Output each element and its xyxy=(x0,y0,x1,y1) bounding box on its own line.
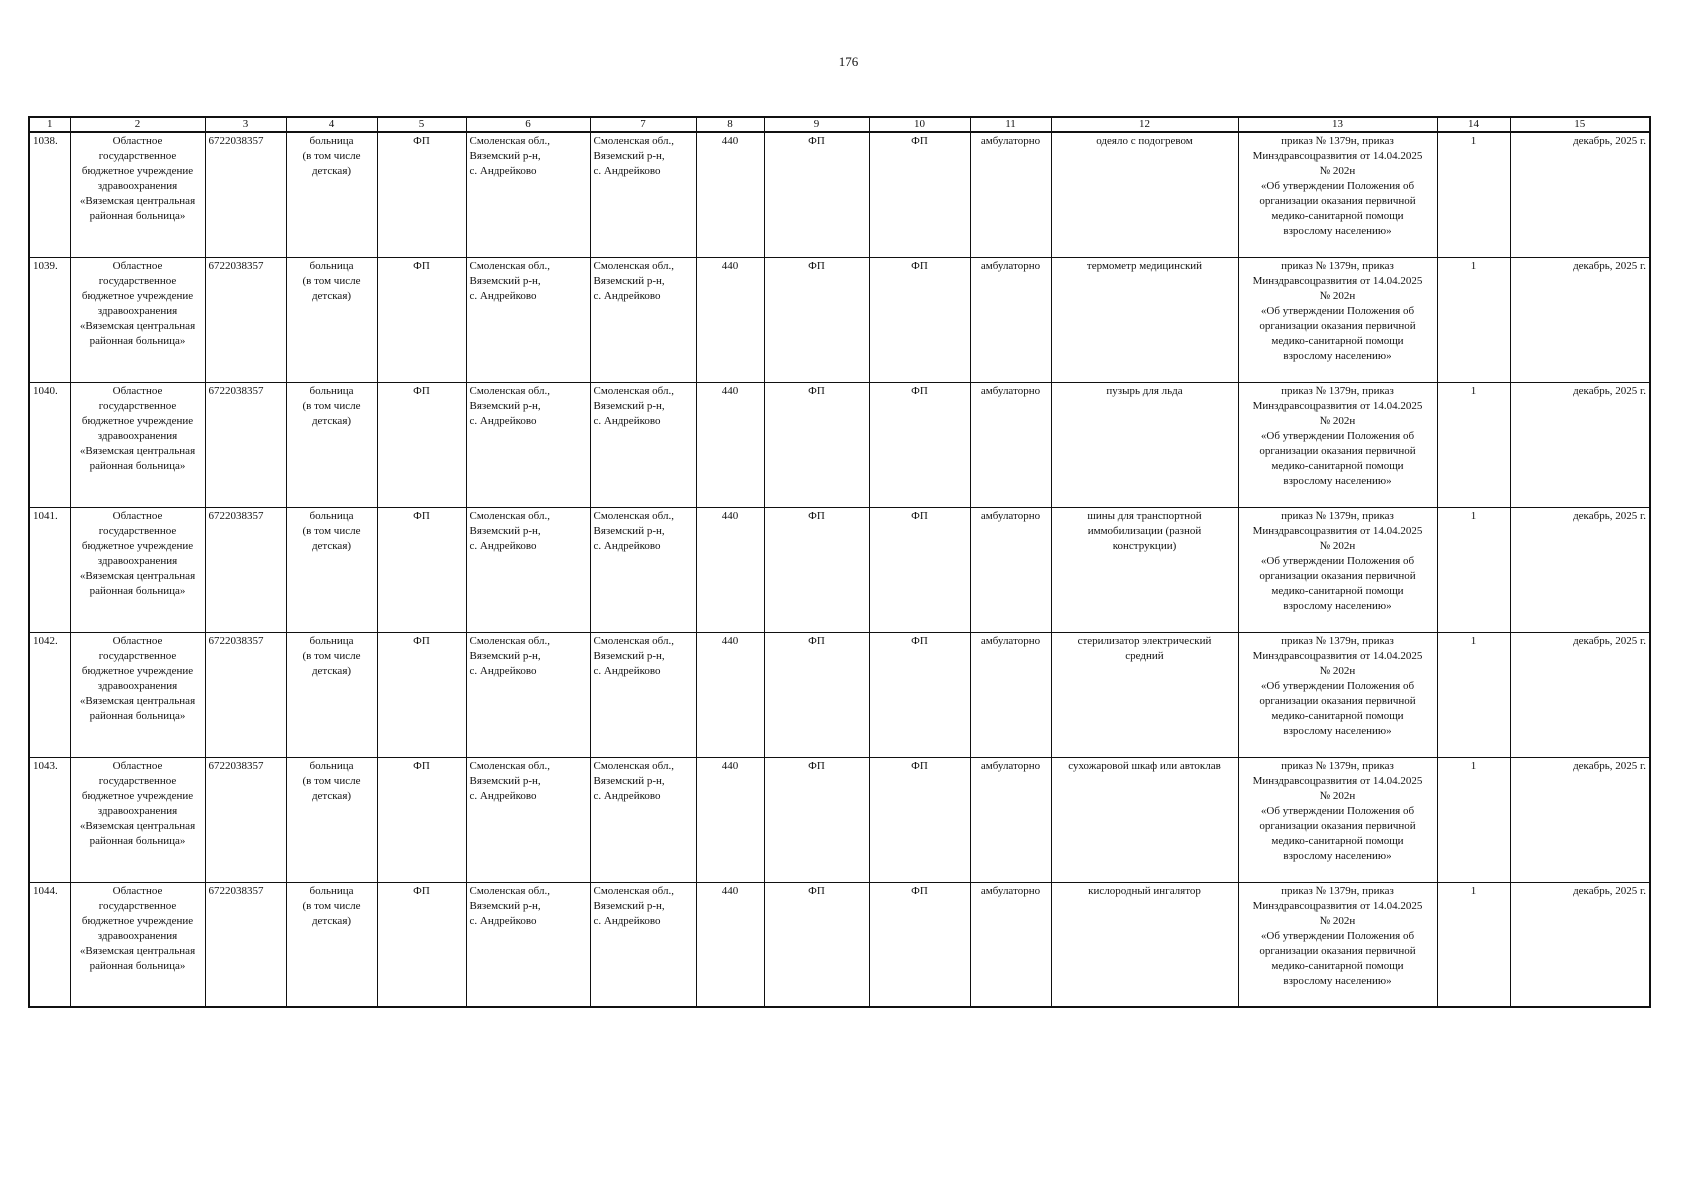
address-cell: Смоленская обл., Вяземский р-н, с. Андрейково xyxy=(466,757,590,882)
unit-cell-10: ФП xyxy=(869,257,970,382)
unit-cell-9: ФП xyxy=(764,882,869,1007)
table-row xyxy=(29,382,1650,507)
location-cell: Смоленская обл., Вяземский р-н, с. Андрейково xyxy=(590,382,696,507)
date-cell: декабрь, 2025 г. xyxy=(1510,132,1650,257)
care-mode-cell: амбулаторно xyxy=(970,757,1051,882)
equipment-cell: стерилизатор электрический средний xyxy=(1051,632,1238,757)
order-reference-cell: приказ № 1379н, приказ Минздравсоцразвития от 14.04.2025 № 202н «Об утверждении Положения об организации оказания первичной медико-санитарной помощи взрослому населению» xyxy=(1238,507,1437,632)
unit-type-cell: ФП xyxy=(377,757,466,882)
table-row xyxy=(29,757,1650,882)
facility-type-cell: больница (в том числе детская) xyxy=(286,132,377,257)
table-header xyxy=(29,117,1650,132)
facility-type-cell: больница (в том числе детская) xyxy=(286,507,377,632)
organization-cell: Областное государственное бюджетное учреждение здравоохранения «Вяземская центральная районная больница» xyxy=(70,382,205,507)
location-cell: Смоленская обл., Вяземский р-н, с. Андрейково xyxy=(590,507,696,632)
row-number-cell: 1038. xyxy=(29,132,70,257)
inn-cell: 6722038357 xyxy=(205,507,286,632)
unit-cell-9: ФП xyxy=(764,632,869,757)
organization-cell: Областное государственное бюджетное учреждение здравоохранения «Вяземская центральная районная больница» xyxy=(70,632,205,757)
unit-cell-9: ФП xyxy=(764,382,869,507)
header-cell-7: 7 xyxy=(590,117,696,132)
header-cell-10: 10 xyxy=(869,117,970,132)
population-cell: 440 xyxy=(696,132,764,257)
equipment-cell: шины для транспортной иммобилизации (разной конструкции) xyxy=(1051,507,1238,632)
equipment-cell: термометр медицинский xyxy=(1051,257,1238,382)
address-cell: Смоленская обл., Вяземский р-н, с. Андрейково xyxy=(466,882,590,1007)
quantity-cell: 1 xyxy=(1437,632,1510,757)
date-cell: декабрь, 2025 г. xyxy=(1510,507,1650,632)
facility-type-cell: больница (в том числе детская) xyxy=(286,257,377,382)
header-cell-1: 1 xyxy=(29,117,70,132)
inn-cell: 6722038357 xyxy=(205,132,286,257)
order-reference-cell: приказ № 1379н, приказ Минздравсоцразвития от 14.04.2025 № 202н «Об утверждении Положения об организации оказания первичной медико-санитарной помощи взрослому населению» xyxy=(1238,257,1437,382)
row-number-cell: 1042. xyxy=(29,632,70,757)
organization-cell: Областное государственное бюджетное учреждение здравоохранения «Вяземская центральная районная больница» xyxy=(70,132,205,257)
header-cell-11: 11 xyxy=(970,117,1051,132)
order-reference-cell: приказ № 1379н, приказ Минздравсоцразвития от 14.04.2025 № 202н «Об утверждении Положения об организации оказания первичной медико-санитарной помощи взрослому населению» xyxy=(1238,132,1437,257)
care-mode-cell: амбулаторно xyxy=(970,632,1051,757)
location-cell: Смоленская обл., Вяземский р-н, с. Андрейково xyxy=(590,757,696,882)
location-cell: Смоленская обл., Вяземский р-н, с. Андрейково xyxy=(590,132,696,257)
unit-type-cell: ФП xyxy=(377,507,466,632)
unit-type-cell: ФП xyxy=(377,882,466,1007)
unit-cell-9: ФП xyxy=(764,132,869,257)
date-cell: декабрь, 2025 г. xyxy=(1510,382,1650,507)
unit-cell-10: ФП xyxy=(869,507,970,632)
facility-type-cell: больница (в том числе детская) xyxy=(286,882,377,1007)
unit-type-cell: ФП xyxy=(377,632,466,757)
date-cell: декабрь, 2025 г. xyxy=(1510,757,1650,882)
facility-type-cell: больница (в том числе детская) xyxy=(286,382,377,507)
table-row xyxy=(29,882,1650,1007)
unit-type-cell: ФП xyxy=(377,257,466,382)
inn-cell: 6722038357 xyxy=(205,257,286,382)
header-cell-9: 9 xyxy=(764,117,869,132)
table-row xyxy=(29,132,1650,257)
header-row xyxy=(29,117,1650,132)
table-body xyxy=(29,132,1650,1007)
order-reference-cell: приказ № 1379н, приказ Минздравсоцразвития от 14.04.2025 № 202н «Об утверждении Положения об организации оказания первичной медико-санитарной помощи взрослому населению» xyxy=(1238,632,1437,757)
address-cell: Смоленская обл., Вяземский р-н, с. Андрейково xyxy=(466,632,590,757)
inn-cell: 6722038357 xyxy=(205,382,286,507)
order-reference-cell: приказ № 1379н, приказ Минздравсоцразвития от 14.04.2025 № 202н «Об утверждении Положения об организации оказания первичной медико-санитарной помощи взрослому населению» xyxy=(1238,382,1437,507)
order-reference-cell: приказ № 1379н, приказ Минздравсоцразвития от 14.04.2025 № 202н «Об утверждении Положения об организации оказания первичной медико-санитарной помощи взрослому населению» xyxy=(1238,757,1437,882)
equipment-cell: одеяло с подогревом xyxy=(1051,132,1238,257)
equipment-cell: пузырь для льда xyxy=(1051,382,1238,507)
row-number-cell: 1044. xyxy=(29,882,70,1007)
care-mode-cell: амбулаторно xyxy=(970,882,1051,1007)
row-number-cell: 1039. xyxy=(29,257,70,382)
unit-type-cell: ФП xyxy=(377,132,466,257)
facility-type-cell: больница (в том числе детская) xyxy=(286,757,377,882)
quantity-cell: 1 xyxy=(1437,257,1510,382)
date-cell: декабрь, 2025 г. xyxy=(1510,632,1650,757)
order-reference-cell: приказ № 1379н, приказ Минздравсоцразвития от 14.04.2025 № 202н «Об утверждении Положения об организации оказания первичной медико-санитарной помощи взрослому населению» xyxy=(1238,882,1437,1007)
care-mode-cell: амбулаторно xyxy=(970,507,1051,632)
care-mode-cell: амбулаторно xyxy=(970,257,1051,382)
population-cell: 440 xyxy=(696,632,764,757)
table-row xyxy=(29,632,1650,757)
date-cell: декабрь, 2025 г. xyxy=(1510,882,1650,1007)
registry-table xyxy=(28,116,1651,1008)
row-number-cell: 1040. xyxy=(29,382,70,507)
population-cell: 440 xyxy=(696,507,764,632)
unit-cell-10: ФП xyxy=(869,757,970,882)
table-row xyxy=(29,507,1650,632)
quantity-cell: 1 xyxy=(1437,132,1510,257)
inn-cell: 6722038357 xyxy=(205,882,286,1007)
address-cell: Смоленская обл., Вяземский р-н, с. Андрейково xyxy=(466,507,590,632)
unit-cell-10: ФП xyxy=(869,632,970,757)
header-cell-13: 13 xyxy=(1238,117,1437,132)
unit-cell-9: ФП xyxy=(764,757,869,882)
page-number: 176 xyxy=(838,54,859,69)
inn-cell: 6722038357 xyxy=(205,757,286,882)
care-mode-cell: амбулаторно xyxy=(970,132,1051,257)
row-number-cell: 1043. xyxy=(29,757,70,882)
location-cell: Смоленская обл., Вяземский р-н, с. Андрейково xyxy=(590,882,696,1007)
header-cell-15: 15 xyxy=(1510,117,1650,132)
header-cell-8: 8 xyxy=(696,117,764,132)
inn-cell: 6722038357 xyxy=(205,632,286,757)
unit-cell-10: ФП xyxy=(869,132,970,257)
address-cell: Смоленская обл., Вяземский р-н, с. Андрейково xyxy=(466,382,590,507)
address-cell: Смоленская обл., Вяземский р-н, с. Андрейково xyxy=(466,257,590,382)
header-cell-5: 5 xyxy=(377,117,466,132)
unit-type-cell: ФП xyxy=(377,382,466,507)
address-cell: Смоленская обл., Вяземский р-н, с. Андрейково xyxy=(466,132,590,257)
quantity-cell: 1 xyxy=(1437,382,1510,507)
header-cell-4: 4 xyxy=(286,117,377,132)
header-cell-14: 14 xyxy=(1437,117,1510,132)
table-row xyxy=(29,257,1650,382)
care-mode-cell: амбулаторно xyxy=(970,382,1051,507)
population-cell: 440 xyxy=(696,882,764,1007)
quantity-cell: 1 xyxy=(1437,882,1510,1007)
unit-cell-10: ФП xyxy=(869,382,970,507)
organization-cell: Областное государственное бюджетное учреждение здравоохранения «Вяземская центральная районная больница» xyxy=(70,757,205,882)
quantity-cell: 1 xyxy=(1437,757,1510,882)
organization-cell: Областное государственное бюджетное учреждение здравоохранения «Вяземская центральная районная больница» xyxy=(70,257,205,382)
quantity-cell: 1 xyxy=(1437,507,1510,632)
unit-cell-9: ФП xyxy=(764,257,869,382)
population-cell: 440 xyxy=(696,382,764,507)
facility-type-cell: больница (в том числе детская) xyxy=(286,632,377,757)
location-cell: Смоленская обл., Вяземский р-н, с. Андрейково xyxy=(590,257,696,382)
row-number-cell: 1041. xyxy=(29,507,70,632)
equipment-cell: кислородный ингалятор xyxy=(1051,882,1238,1007)
population-cell: 440 xyxy=(696,757,764,882)
header-cell-12: 12 xyxy=(1051,117,1238,132)
unit-cell-9: ФП xyxy=(764,507,869,632)
equipment-cell: сухожаровой шкаф или автоклав xyxy=(1051,757,1238,882)
location-cell: Смоленская обл., Вяземский р-н, с. Андрейково xyxy=(590,632,696,757)
header-cell-3: 3 xyxy=(205,117,286,132)
header-cell-6: 6 xyxy=(466,117,590,132)
population-cell: 440 xyxy=(696,257,764,382)
organization-cell: Областное государственное бюджетное учреждение здравоохранения «Вяземская центральная районная больница» xyxy=(70,507,205,632)
unit-cell-10: ФП xyxy=(869,882,970,1007)
header-cell-2: 2 xyxy=(70,117,205,132)
organization-cell: Областное государственное бюджетное учреждение здравоохранения «Вяземская центральная районная больница» xyxy=(70,882,205,1007)
date-cell: декабрь, 2025 г. xyxy=(1510,257,1650,382)
